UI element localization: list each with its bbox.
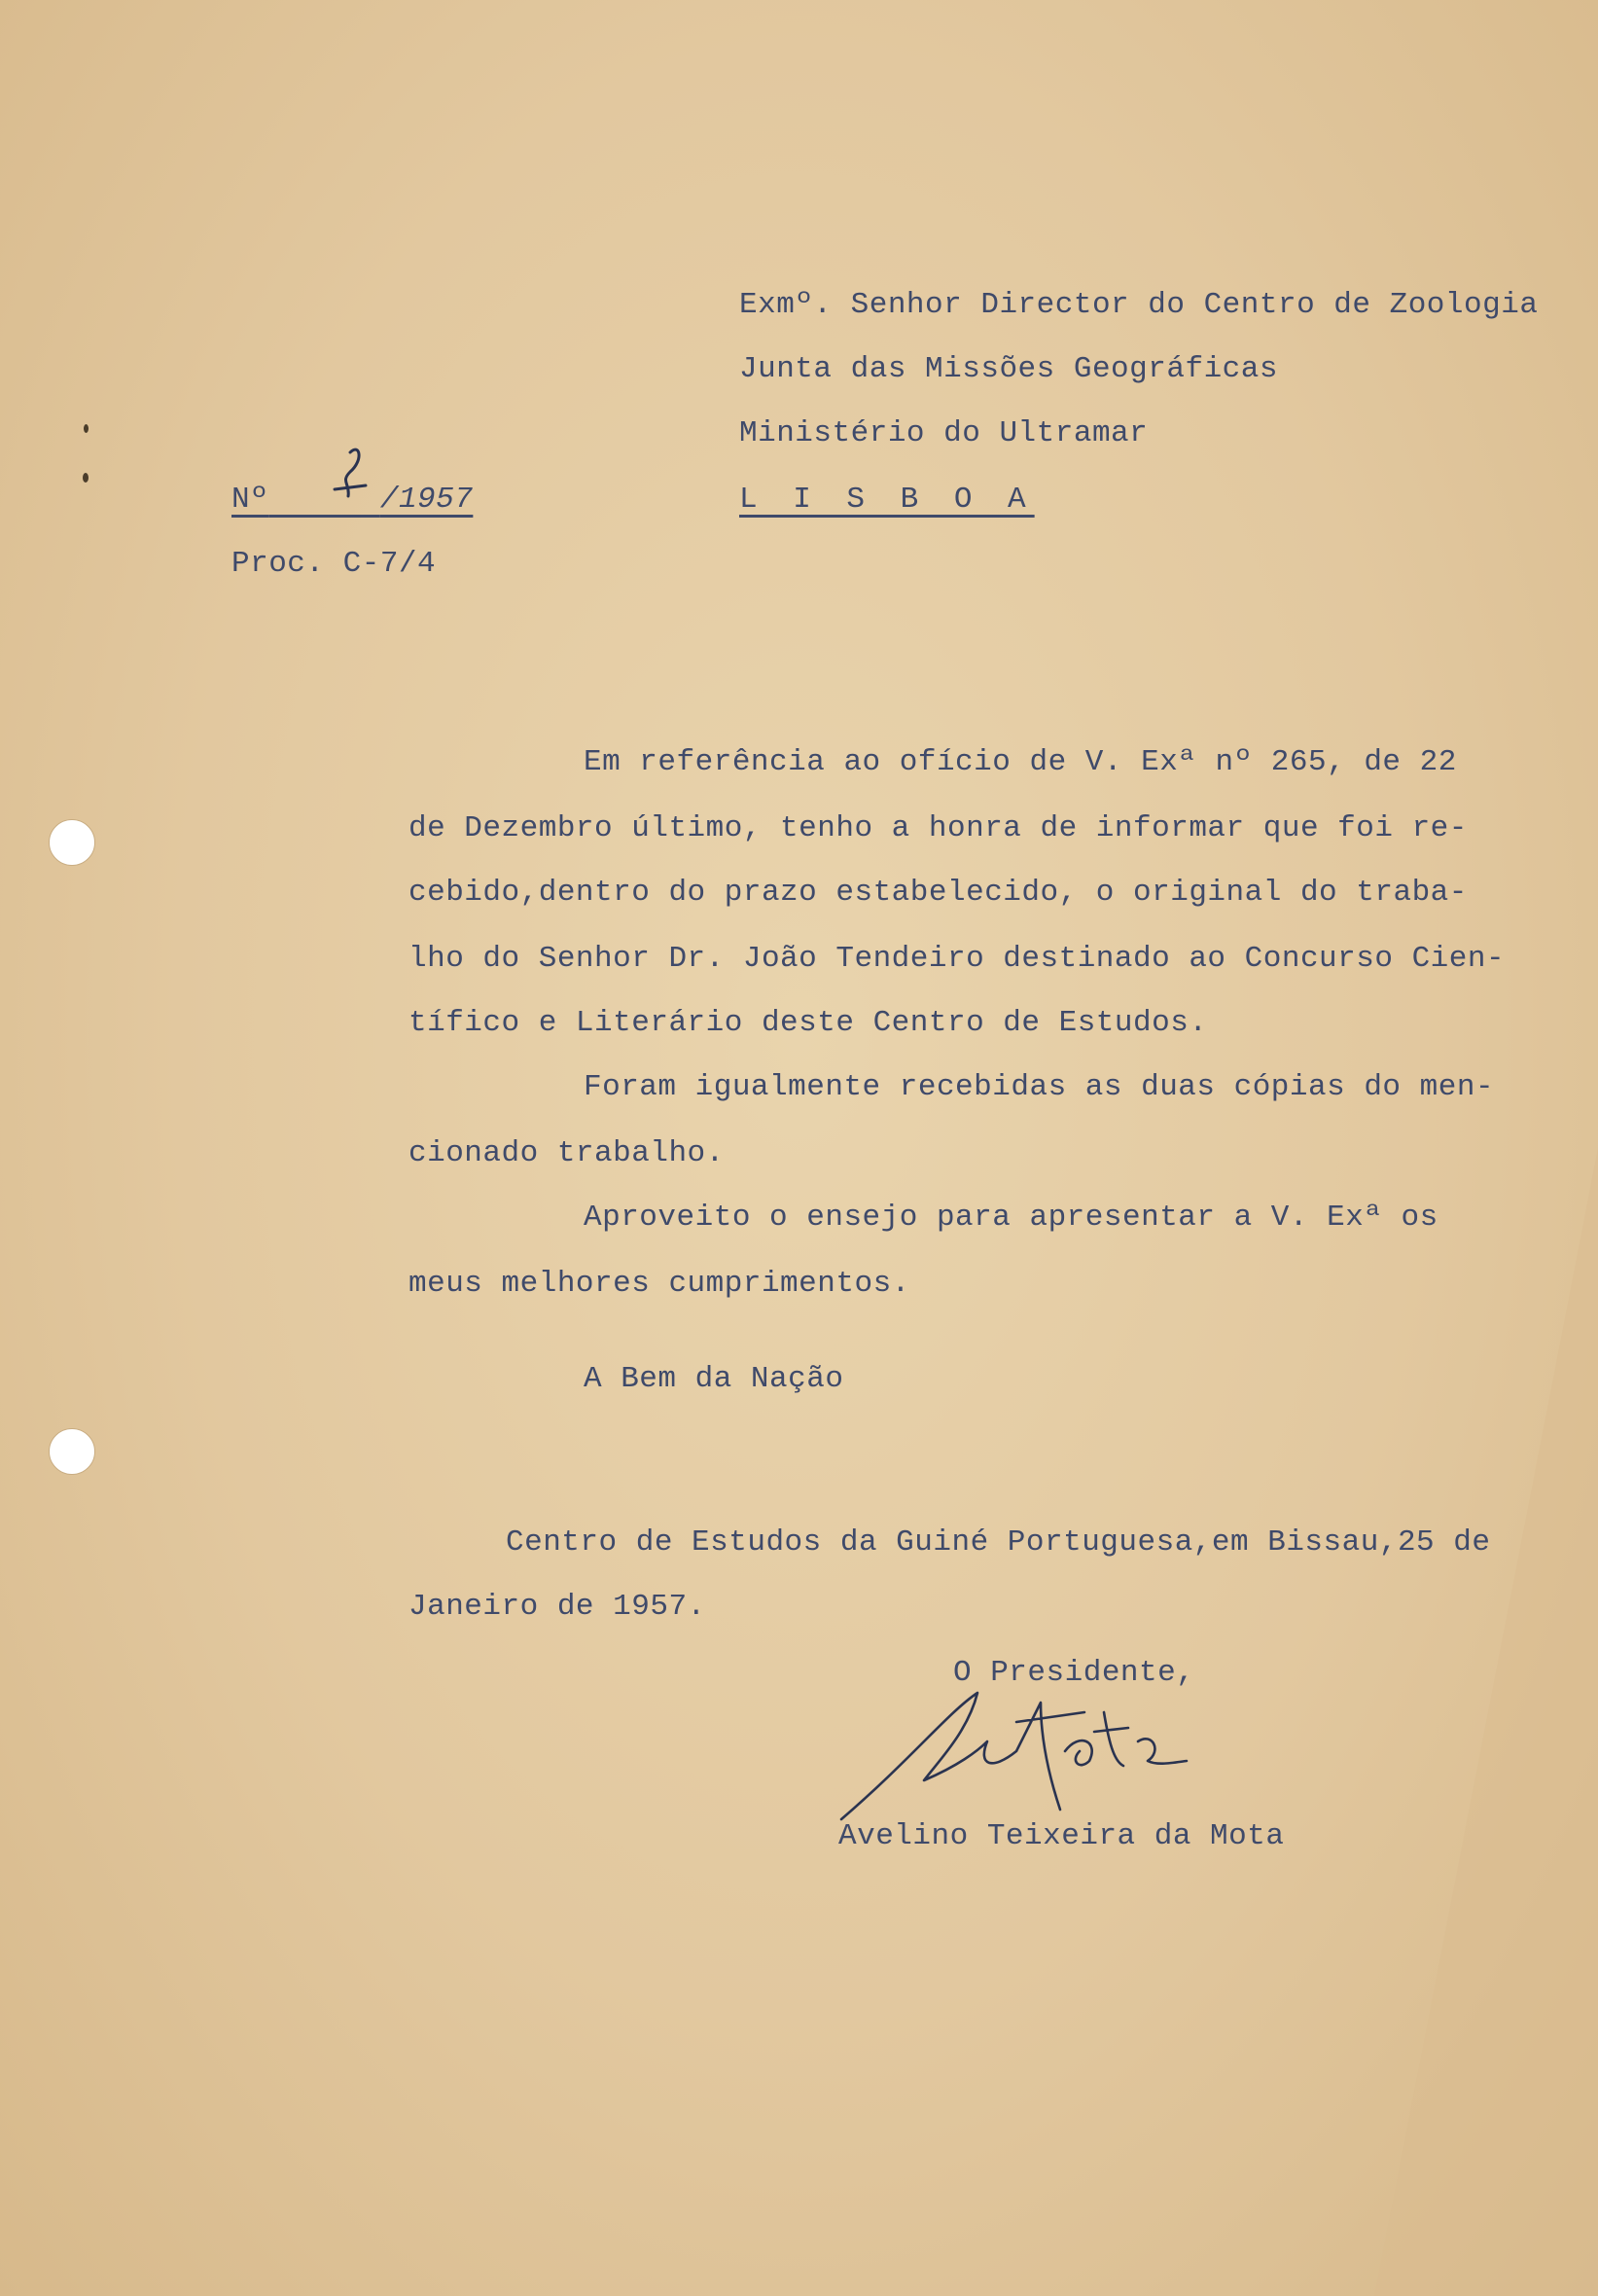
handwritten-number xyxy=(321,443,379,520)
body-line-6: Foram igualmente recebidas as duas cópias do men- xyxy=(584,1070,1495,1104)
body-line-8: Aproveito o ensejo para apresentar a V. Exª os xyxy=(584,1201,1438,1235)
punch-hole-top xyxy=(49,819,95,866)
recipient-line-2: Junta das Missões Geográficas xyxy=(739,352,1278,386)
signatory-name: Avelino Teixeira da Mota xyxy=(838,1819,1285,1853)
body-line-3: cebido,dentro do prazo estabelecido, o original do traba- xyxy=(408,876,1468,910)
recipient-city: L I S B O A xyxy=(739,483,1035,517)
recipient-line-3: Ministério do Ultramar xyxy=(739,416,1149,450)
place-date-line-1: Centro de Estudos da Guiné Portuguesa,em Bissau,25 de xyxy=(506,1525,1491,1560)
margin-mark xyxy=(83,473,89,483)
signatory-title: O Presidente, xyxy=(953,1656,1195,1690)
body-line-7: cionado trabalho. xyxy=(408,1136,725,1170)
place-date-line-2: Janeiro de 1957. xyxy=(408,1590,706,1624)
body-line-5: tífico e Literário deste Centro de Estudos. xyxy=(408,1006,1208,1040)
body-line-1: Em referência ao ofício de V. Exª nº 265, de 22 xyxy=(584,745,1457,779)
closing-salutation: A Bem da Nação xyxy=(584,1362,844,1396)
reference-year: /1957 xyxy=(379,483,474,517)
recipient-line-1: Exmº. Senhor Director do Centro de Zoologia xyxy=(739,288,1539,322)
body-line-2: de Dezembro último, tenho a honra de informar que foi re- xyxy=(408,811,1468,845)
body-line-9: meus melhores cumprimentos. xyxy=(408,1267,910,1301)
page-fold-shadow xyxy=(1374,1148,1598,2296)
number-prefix: Nº xyxy=(231,483,269,517)
margin-mark xyxy=(84,424,89,433)
punch-hole-bottom xyxy=(49,1428,95,1475)
handwritten-signature xyxy=(832,1673,1221,1829)
body-line-4: lho do Senhor Dr. João Tendeiro destinado ao Concurso Cien- xyxy=(408,942,1506,976)
process-number: Proc. C-7/4 xyxy=(231,547,437,581)
